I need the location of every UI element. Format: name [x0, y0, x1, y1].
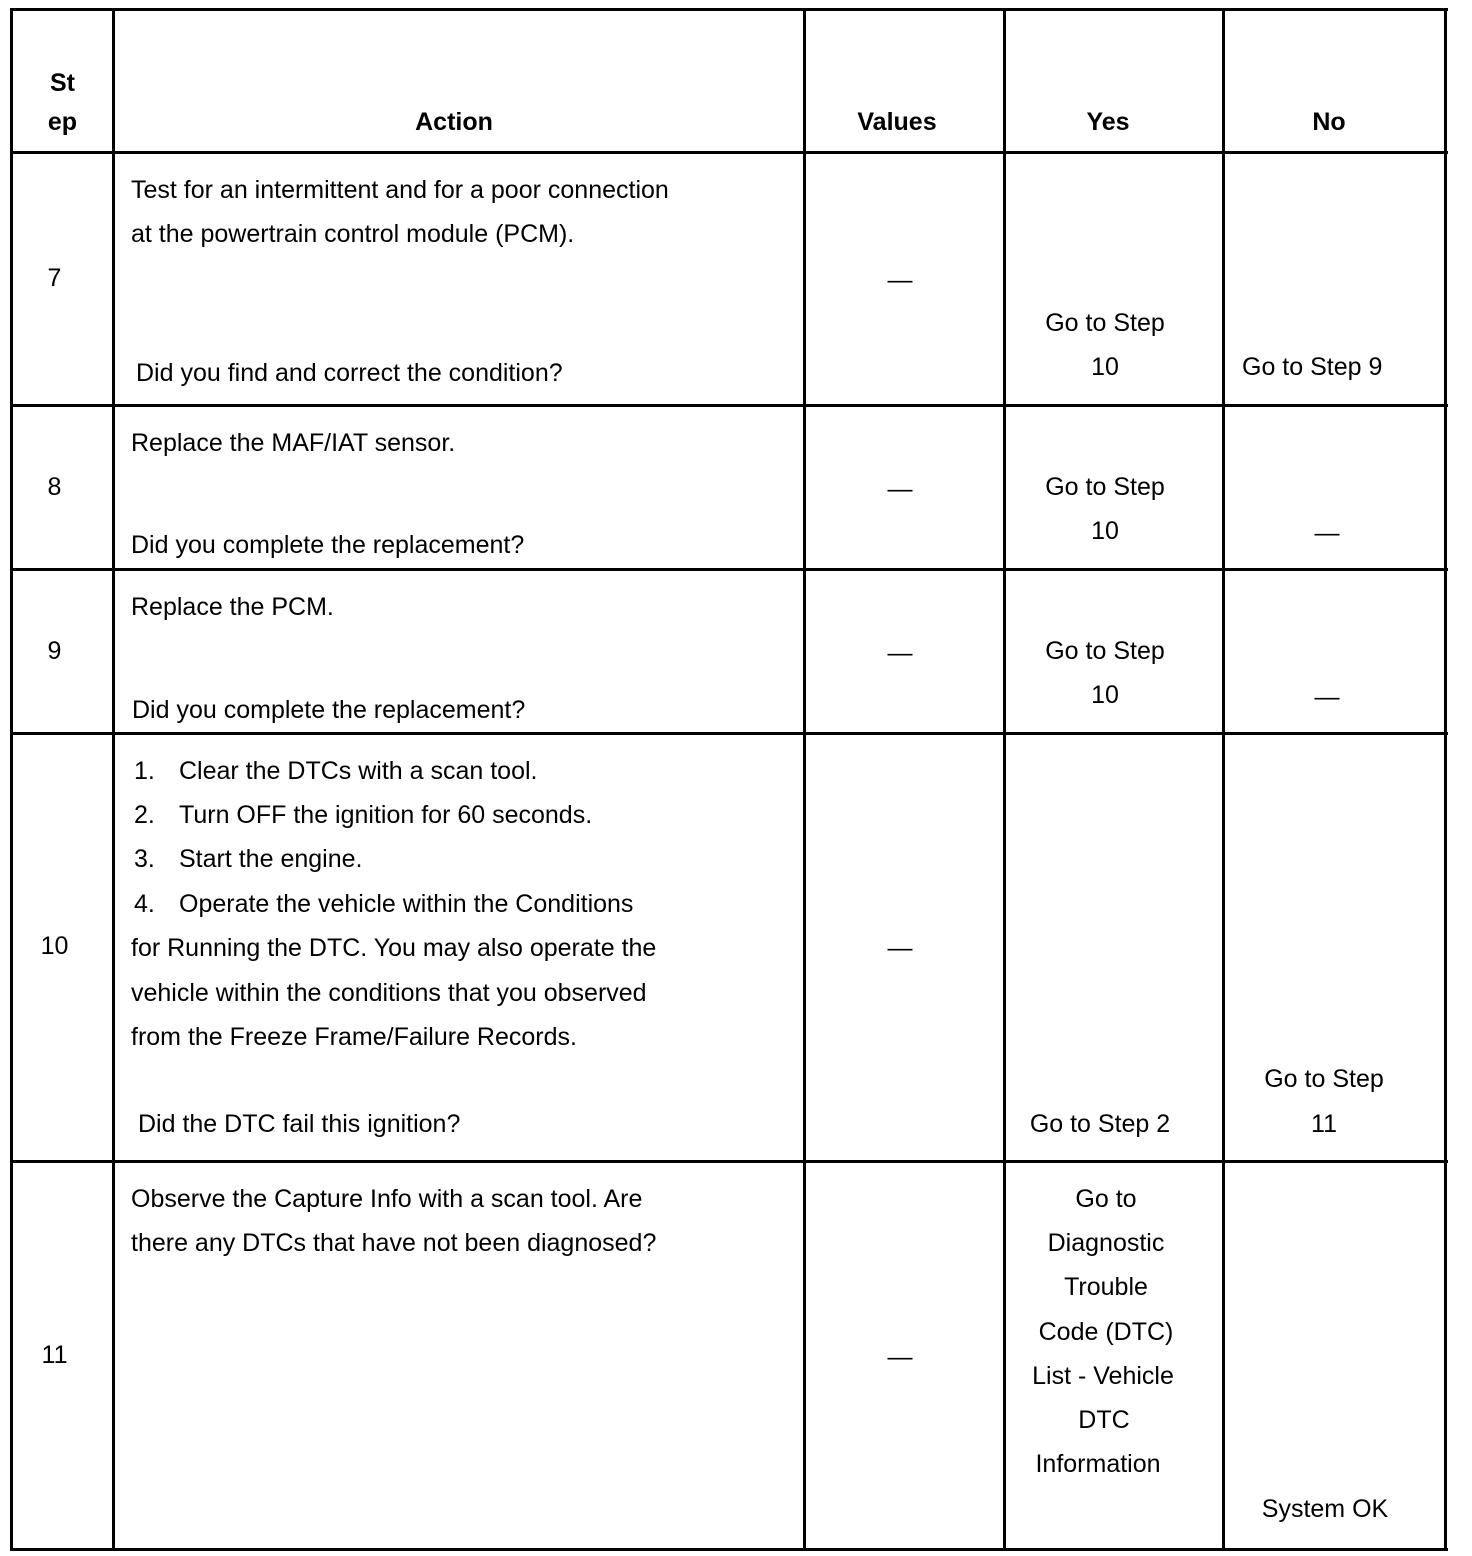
header-no: No — [1312, 108, 1346, 136]
header-step-line2: ep — [47, 108, 78, 136]
action-text: Test for an intermittent and for a poor connection — [131, 176, 669, 204]
yes-cell: 10 — [1091, 517, 1119, 545]
values-cell: — — [887, 1343, 913, 1371]
yes-cell: List - Vehicle — [1032, 1362, 1174, 1390]
list-item: Operate the vehicle within the Conditions — [179, 890, 634, 918]
action-text: Observe the Capture Info with a scan tool. Are — [131, 1185, 643, 1213]
action-question: Did you complete the replacement? — [132, 696, 526, 724]
yes-cell: 10 — [1091, 681, 1119, 709]
list-item: Start the engine. — [179, 845, 363, 873]
yes-cell: Code (DTC) — [1038, 1318, 1174, 1346]
yes-cell: Go to Step — [1045, 309, 1165, 337]
header-step-line1: St — [50, 69, 75, 97]
step-number: 9 — [47, 637, 62, 665]
yes-cell: DTC — [1078, 1406, 1130, 1434]
step-number: 10 — [40, 932, 69, 960]
action-text: Replace the PCM. — [131, 593, 334, 621]
row-divider — [10, 404, 1448, 407]
values-cell: — — [887, 266, 913, 294]
action-question: Did you complete the replacement? — [131, 531, 525, 559]
table-border-top — [10, 8, 1448, 11]
header-divider — [10, 151, 1448, 154]
list-item: Clear the DTCs with a scan tool. — [179, 757, 538, 785]
step-number: 8 — [47, 473, 62, 501]
list-number: 3. — [134, 845, 155, 873]
action-text: vehicle within the conditions that you observed — [131, 979, 647, 1007]
list-item: Turn OFF the ignition for 60 seconds. — [179, 801, 593, 829]
no-cell: 11 — [1311, 1110, 1337, 1138]
yes-cell: 10 — [1091, 353, 1119, 381]
table-border-left — [10, 8, 13, 1551]
table-border-bottom — [10, 1548, 1448, 1551]
list-number: 2. — [134, 801, 155, 829]
column-divider — [803, 8, 806, 1551]
action-text: Replace the MAF/IAT sensor. — [131, 429, 456, 457]
column-divider — [1222, 8, 1225, 1551]
yes-cell: Information — [1035, 1450, 1161, 1478]
list-number: 1. — [134, 757, 155, 785]
no-cell: Go to Step 9 — [1242, 353, 1383, 381]
step-number: 11 — [41, 1341, 68, 1369]
no-cell: Go to Step — [1264, 1065, 1384, 1093]
action-text: from the Freeze Frame/Failure Records. — [131, 1023, 577, 1051]
row-divider — [10, 1160, 1448, 1163]
values-cell: — — [887, 934, 913, 962]
no-cell: — — [1314, 683, 1340, 711]
table-border-right — [1444, 8, 1447, 1551]
action-question: Did the DTC fail this ignition? — [138, 1110, 461, 1138]
action-text: for Running the DTC. You may also operate the — [131, 934, 657, 962]
action-question: Did you find and correct the condition? — [136, 359, 563, 387]
column-divider — [112, 8, 115, 1551]
no-cell: — — [1314, 519, 1340, 547]
no-cell: System OK — [1261, 1495, 1389, 1523]
action-text: there any DTCs that have not been diagnosed? — [131, 1229, 657, 1257]
yes-cell: Go to Step — [1045, 473, 1165, 501]
header-yes: Yes — [1086, 108, 1130, 136]
yes-cell: Go to — [1075, 1185, 1137, 1213]
row-divider — [10, 568, 1448, 571]
values-cell: — — [887, 639, 913, 667]
yes-cell: Trouble — [1064, 1273, 1148, 1301]
header-action: Action — [415, 108, 493, 136]
values-cell: — — [887, 475, 913, 503]
header-values: Values — [857, 108, 937, 136]
step-number: 7 — [47, 264, 62, 292]
action-text: at the powertrain control module (PCM). — [131, 220, 575, 248]
yes-cell: Go to Step — [1045, 637, 1165, 665]
list-number: 4. — [134, 890, 155, 918]
yes-cell: Go to Step 2 — [1029, 1110, 1171, 1138]
yes-cell: Diagnostic — [1047, 1229, 1165, 1257]
